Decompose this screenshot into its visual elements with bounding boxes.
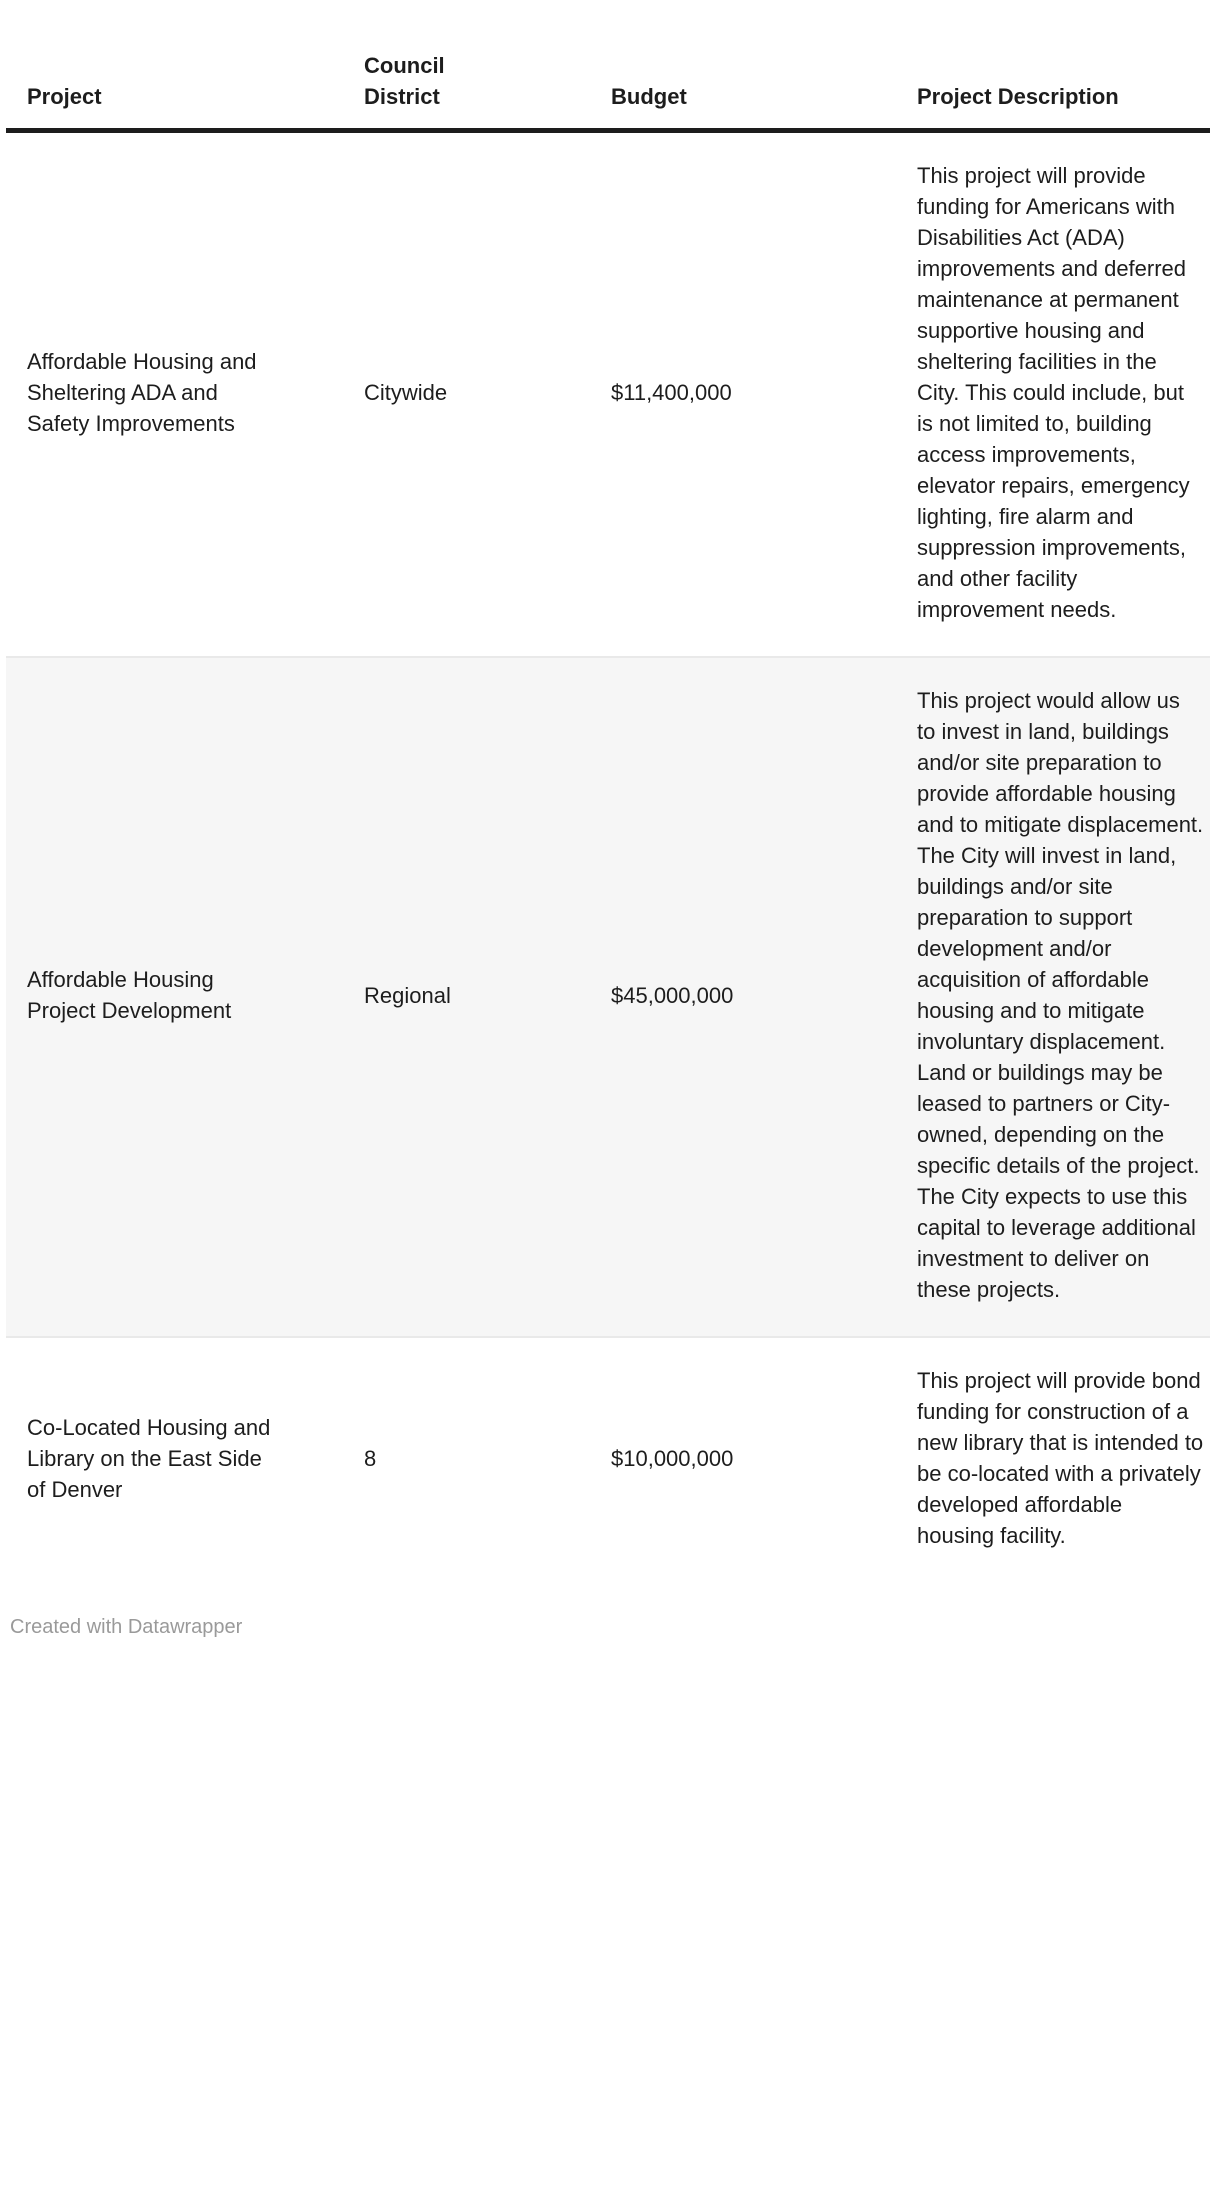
column-header-council-district-label: Council District	[364, 53, 445, 109]
budget-value: $45,000,000	[611, 982, 734, 1008]
budget-cell	[590, 131, 896, 658]
project-name-cell	[6, 1337, 343, 1582]
council-district-cell	[343, 1337, 590, 1582]
project-description: This project would allow us to invest in land, buildings and/or site preparation to provide affordable housing and to mitigate displacement. The City will invest in land, buildings and/or site preparation to support development and/or acquisition of affordable housing and to mitigate involuntary displacement. Land or buildings may be leased to partners or City-owned, depending on the specific details of the project. The City expects to use this capital to leverage additional investment to deliver on these projects.	[917, 688, 1204, 1302]
project-description: This project will provide bond funding for construction of a new library that is intended to be co-located with a privately developed affordable housing facility.	[917, 1368, 1204, 1548]
table-row	[6, 131, 1210, 658]
project-name: Co-Located Housing and Library on the East Side of Denver	[27, 1414, 271, 1502]
datawrapper-credit-link[interactable]: Created with Datawrapper	[10, 1616, 243, 1638]
table-row	[6, 1337, 1210, 1582]
project-name: Affordable Housing Project Development	[27, 967, 232, 1023]
table-footer	[10, 1615, 1220, 1639]
table-row	[6, 657, 1210, 1337]
council-district-cell	[343, 131, 590, 658]
header-row	[6, 0, 1210, 131]
column-header-budget-label: Budget	[611, 84, 687, 109]
column-header-project-description	[896, 0, 1210, 131]
column-header-project-label: Project	[27, 84, 102, 109]
project-name: Affordable Housing and Sheltering ADA and Safety Improvements	[27, 349, 257, 436]
projects-table	[6, 0, 1210, 1582]
column-header-budget	[590, 0, 896, 131]
column-header-project	[6, 0, 343, 131]
budget-value: $10,000,000	[611, 1445, 734, 1471]
budget-cell	[590, 1337, 896, 1582]
project-description: This project will provide funding for Americans with Disabilities Act (ADA) improvements and deferred maintenance at permanent supportive housing and sheltering facilities in the City. This could include, but is not limited to, building access improvements, elevator repairs, emergency lighting, fire alarm and suppression improvements, and other facility improvement needs.	[917, 163, 1190, 622]
project-name-cell	[6, 657, 343, 1337]
column-header-project-description-label: Project Description	[917, 84, 1119, 109]
project-description-cell	[896, 657, 1210, 1337]
project-description-cell	[896, 1337, 1210, 1582]
council-district-value: Regional	[364, 982, 451, 1008]
council-district-value: Citywide	[364, 380, 448, 405]
budget-cell	[590, 657, 896, 1337]
council-district-value: 8	[364, 1445, 377, 1471]
project-name-cell	[6, 131, 343, 658]
council-district-cell	[343, 657, 590, 1337]
budget-value: $11,400,000	[611, 380, 732, 405]
project-description-cell	[896, 131, 1210, 658]
column-header-council-district	[343, 0, 590, 131]
